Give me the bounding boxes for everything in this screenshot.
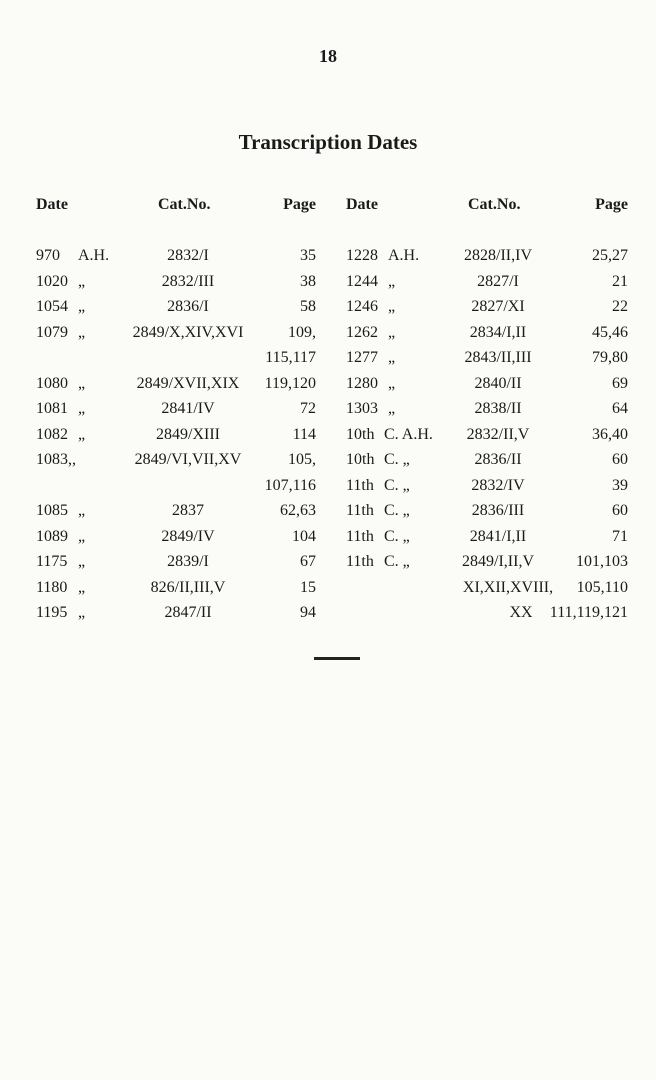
- section-divider: [314, 657, 360, 660]
- page-cell: 60: [612, 451, 628, 468]
- cat-no-cell: 2849/XIII: [156, 425, 220, 443]
- table-row: [346, 324, 628, 350]
- date-cell: 1244: [346, 272, 378, 290]
- left-header-date: Date: [36, 196, 68, 213]
- era-cell: „: [78, 578, 86, 596]
- date-cell: 1195: [36, 604, 68, 621]
- table-row: [36, 604, 316, 630]
- era-cell: C. A.H.: [384, 425, 433, 443]
- cat-no-cell: 2837: [172, 502, 204, 519]
- table-row: [346, 298, 628, 324]
- cat-no-cell: 2849/IV: [161, 527, 215, 545]
- table-row: [346, 502, 628, 528]
- date-cell: 11th: [346, 476, 374, 494]
- page-cell: 105,: [288, 451, 316, 468]
- left-header-row: [36, 196, 316, 220]
- date-cell: 970: [36, 247, 60, 264]
- date-cell: 1262: [346, 323, 378, 341]
- cat-no-cell: 2840/II: [474, 374, 522, 392]
- date-cell: 1082: [36, 425, 68, 443]
- page-cell: 25,27: [592, 247, 628, 264]
- page-title: Transcription Dates: [238, 130, 418, 154]
- table-row: [346, 247, 628, 273]
- era-cell: „: [78, 502, 86, 519]
- page-cell: 67: [300, 553, 316, 570]
- page-cell: 60: [612, 502, 628, 519]
- cat-no-cell: 2836/III: [471, 502, 525, 519]
- table-row: [36, 273, 316, 299]
- left-header-cat-no: Cat.No.: [158, 196, 211, 213]
- page-number: 18: [319, 46, 337, 66]
- era-cell: „: [78, 527, 86, 545]
- date-cell: 1054: [36, 298, 68, 315]
- table-row: [36, 528, 316, 554]
- page-cell: 72: [300, 400, 316, 417]
- cat-no-cell: XX: [509, 604, 533, 621]
- page-cell: 115,117: [265, 349, 316, 366]
- cat-no-cell: 2839/I: [167, 553, 209, 570]
- table-row: [346, 528, 628, 554]
- era-cell: A.H.: [388, 247, 420, 264]
- table-row: [346, 604, 628, 630]
- table-row: [36, 502, 316, 528]
- cat-no-cell: 826/II,III,V: [150, 578, 226, 596]
- right-rows: [346, 247, 628, 630]
- page-cell: 104: [292, 527, 316, 545]
- date-cell: 1303: [346, 400, 378, 417]
- era-cell: „: [78, 323, 86, 341]
- left-rows: [36, 247, 316, 630]
- page-cell: 21: [612, 272, 628, 290]
- cat-no-cell: 2849/X,XIV,XVI: [132, 323, 244, 341]
- page-cell: 45,46: [592, 323, 628, 341]
- table-row: [346, 579, 628, 605]
- era-cell: „: [78, 298, 86, 315]
- cat-no-cell: 2832/II,V: [466, 425, 530, 443]
- era-cell: „: [78, 604, 86, 621]
- era-cell: C. „: [384, 553, 410, 570]
- page-cell: 114: [292, 425, 316, 443]
- cat-no-cell: 2834/I,II: [469, 323, 527, 341]
- table-row: [346, 451, 628, 477]
- era-cell: „: [388, 349, 396, 366]
- era-cell: A.H.: [78, 247, 110, 264]
- right-header-row: [346, 196, 628, 220]
- page-cell: 62,63: [280, 502, 316, 519]
- cat-no-cell: 2832/I: [167, 247, 209, 264]
- cat-no-cell: 2849/XVII,XIX: [136, 374, 240, 392]
- date-cell: 1083,,: [36, 451, 76, 468]
- table-row: [36, 298, 316, 324]
- table-row: [36, 553, 316, 579]
- cat-no-cell: 2843/II,III: [464, 349, 532, 366]
- right-header-date: Date: [346, 196, 378, 213]
- cat-no-cell: 2847/II: [164, 604, 212, 621]
- date-cell: 1175: [36, 553, 68, 570]
- cat-no-cell: 2849/VI,VII,XV: [134, 451, 242, 468]
- left-header-page: Page: [283, 196, 316, 213]
- page-cell: 101,103: [576, 553, 628, 570]
- table-row: [346, 349, 628, 375]
- table-row: [36, 426, 316, 452]
- cat-no-cell: 2828/II,IV: [464, 247, 532, 264]
- cat-no-cell: 2849/I,II,V: [462, 553, 534, 570]
- date-cell: 1280: [346, 374, 378, 392]
- era-cell: „: [78, 374, 86, 392]
- era-cell: C. „: [384, 451, 410, 468]
- page-cell: 111,119,121: [549, 604, 628, 621]
- page-cell: 105,110: [576, 578, 628, 596]
- cat-no-cell: 2836/II: [474, 451, 522, 468]
- page-cell: 39: [612, 476, 628, 494]
- table-row: [346, 426, 628, 452]
- cat-no-cell: XI,XII,XVIII,: [462, 578, 554, 596]
- era-cell: „: [388, 400, 396, 417]
- date-cell: 10th: [346, 425, 375, 443]
- table-row: [346, 400, 628, 426]
- date-cell: 1079: [36, 323, 68, 341]
- page-cell: 38: [300, 272, 316, 290]
- table-row: [346, 553, 628, 579]
- page-cell: 79,80: [592, 349, 628, 366]
- date-cell: 1246: [346, 298, 378, 315]
- cat-no-cell: 2838/II: [474, 400, 522, 417]
- era-cell: „: [388, 374, 396, 392]
- date-cell: 1089: [36, 527, 68, 545]
- left-table: [36, 196, 316, 621]
- table-row: [36, 375, 316, 401]
- era-cell: „: [388, 323, 396, 341]
- page-cell: 64: [612, 400, 628, 417]
- page-cell: 35: [300, 247, 316, 264]
- page-cell: 36,40: [592, 425, 628, 443]
- table-row: [36, 477, 316, 503]
- table-row: [36, 349, 316, 375]
- era-cell: „: [78, 425, 86, 443]
- era-cell: C. „: [384, 476, 410, 494]
- page-cell: 71: [612, 527, 628, 545]
- date-cell: 1081: [36, 400, 68, 417]
- right-header-cat-no: Cat.No.: [468, 196, 521, 213]
- table-row: [36, 247, 316, 273]
- era-cell: „: [78, 400, 86, 417]
- cat-no-cell: 2841/I,II: [469, 527, 527, 545]
- cat-no-cell: 2832/IV: [471, 476, 525, 494]
- page-cell: 94: [300, 604, 316, 621]
- cat-no-cell: 2827/I: [477, 272, 519, 290]
- table-row: [346, 477, 628, 503]
- table-row: [36, 324, 316, 350]
- right-header-page: Page: [595, 196, 628, 213]
- date-cell: 1080: [36, 374, 68, 392]
- date-cell: 1085: [36, 502, 68, 519]
- date-cell: 1277: [346, 349, 378, 366]
- page-cell: 22: [612, 298, 628, 315]
- era-cell: „: [388, 298, 396, 315]
- date-cell: 11th: [346, 502, 374, 519]
- date-cell: 11th: [346, 553, 374, 570]
- page-cell: 109,: [288, 323, 316, 341]
- era-cell: C. „: [384, 502, 410, 519]
- page-cell: 58: [300, 298, 316, 315]
- date-cell: 1180: [36, 578, 68, 596]
- date-cell: 1020: [36, 272, 68, 290]
- date-cell: 10th: [346, 451, 375, 468]
- table-row: [36, 579, 316, 605]
- page-cell: 69: [612, 374, 628, 392]
- era-cell: C. „: [384, 527, 410, 545]
- date-cell: 1228: [346, 247, 378, 264]
- cat-no-cell: 2827/XI: [471, 298, 525, 315]
- era-cell: „: [78, 272, 86, 290]
- cat-no-cell: 2836/I: [167, 298, 209, 315]
- cat-no-cell: 2841/IV: [161, 400, 215, 417]
- date-cell: 11th: [346, 527, 374, 545]
- era-cell: „: [388, 272, 396, 290]
- right-table: [346, 196, 628, 621]
- page-cell: 107,116: [264, 476, 316, 494]
- page-cell: 15: [300, 578, 316, 596]
- table-row: [346, 273, 628, 299]
- table-row: [36, 400, 316, 426]
- cat-no-cell: 2832/III: [161, 272, 215, 290]
- page-cell: 119,120: [264, 374, 316, 392]
- table-row: [36, 451, 316, 477]
- era-cell: „: [78, 553, 86, 570]
- table-row: [346, 375, 628, 401]
